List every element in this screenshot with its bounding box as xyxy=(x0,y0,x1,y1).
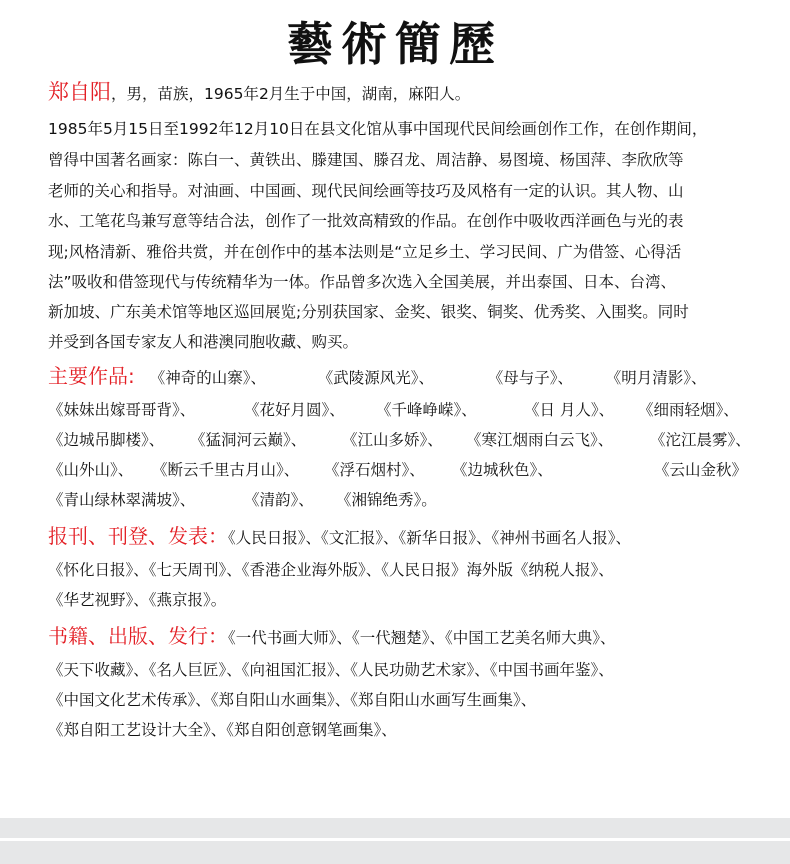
bio-line: 1985年5月15日至1992年12月10日在县文化馆从事中国现代民间绘画创作工作，在创作期间， xyxy=(48,120,708,138)
work-title: 《武陵源风光》、 xyxy=(317,369,434,387)
works-row xyxy=(48,360,706,389)
works-row xyxy=(48,488,437,510)
bio-line: 曾得中国著名画家：陈白一、黄铁出、滕建国、滕召龙、周洁静、易图境、杨国萍、李欣欣等 xyxy=(48,151,684,169)
work-title: 《断云千里古月山》、 xyxy=(152,461,300,479)
press-row: 《怀化日报》、《七天周刊》、《香港企业海外版》、《人民日报》海外版《纳税人报》、 xyxy=(48,561,614,579)
work-title: 《浮石烟村》、 xyxy=(324,461,425,479)
books-row: 《中国文化艺术传承》、《郑自阳山水画集》、《郑自阳山水画写生画集》、 xyxy=(48,691,537,709)
work-title: 《云山金秋》 xyxy=(654,461,748,479)
page-title: 藝術簡歷 xyxy=(287,17,503,71)
footer-band xyxy=(0,818,790,864)
footer-divider xyxy=(0,838,790,841)
works-row xyxy=(48,398,739,420)
work-title: 《山外山》、 xyxy=(48,461,134,479)
work-title: 《千峰峥嵘》、 xyxy=(376,401,477,419)
bio-line: 新加坡、广东美术馆等地区巡回展览;分别获国家、金奖、银奖、铜奖、优秀奖、入围奖。同时 xyxy=(48,303,689,321)
work-title: 《沱江晨雾》、 xyxy=(650,431,751,449)
work-title: 《细雨轻烟》、 xyxy=(638,401,739,419)
work-title: 《神奇的山寨》、 xyxy=(149,369,266,387)
intro-text: ，男，苗族，1965年2月生于中国，湖南，麻阳人。 xyxy=(111,85,471,103)
work-title: 《母与子》、 xyxy=(487,369,573,387)
books-list: 《一代书画大师》、《一代翘楚》、《中国工艺美名师大典》、 xyxy=(228,629,616,647)
press-row xyxy=(48,520,631,549)
bio-line: 现;风格清新、雅俗共赏，并在创作中的基本法则是“立足乡土、学习民间、广为借签、心得活 xyxy=(48,243,682,261)
work-title: 《猛洞河云巅》、 xyxy=(190,431,307,449)
work-title: 《寒江烟雨白云飞》、 xyxy=(466,431,614,449)
work-title: 《江山多娇》、 xyxy=(342,431,443,449)
books-row xyxy=(48,620,616,649)
work-title: 《边城秋色》、 xyxy=(452,461,553,479)
intro-line xyxy=(48,76,470,106)
works-label: 主要作品: xyxy=(48,364,135,388)
works-row xyxy=(48,458,747,480)
press-list: 《人民日报》、《文汇报》、《新华日报》、《神州书画名人报》、 xyxy=(228,529,632,547)
press-label: 报刊、刊登、发表： xyxy=(48,524,228,548)
work-title: 《妹妹出嫁哥哥背》、 xyxy=(48,401,196,419)
books-row: 《郑自阳工艺设计大全》、《郑自阳创意钢笔画集》、 xyxy=(48,721,397,739)
works-row xyxy=(48,428,751,450)
work-title: 《边城吊脚楼》、 xyxy=(48,431,165,449)
work-title: 《青山绿林翠满坡》、 xyxy=(48,491,196,509)
bio-line: 并受到各国专家友人和港澳同胞收藏、购买。 xyxy=(48,333,359,351)
press-row: 《华艺视野》、《燕京报》。 xyxy=(48,591,227,609)
bio-line: 老师的关心和指导。对油画、中国画、现代民间绘画等技巧及风格有一定的认识。其人物、山 xyxy=(48,182,684,200)
books-row: 《天下收藏》、《名人巨匠》、《向祖国汇报》、《人民功勋艺术家》、《中国书画年鉴》、 xyxy=(48,661,614,679)
bio-line: 水、工笔花鸟兼写意等结合法，创作了一批效高精致的作品。在创作中吸收西洋画色与光的表 xyxy=(48,212,684,230)
work-title: 《湘锦绝秀》。 xyxy=(336,491,437,509)
work-title: 《日 月人》、 xyxy=(524,401,615,419)
books-label: 书籍、出版、发行： xyxy=(48,624,228,648)
work-title: 《花好月圆》、 xyxy=(244,401,345,419)
work-title: 《明月清影》、 xyxy=(605,369,707,387)
artist-name: 郑自阳 xyxy=(48,80,111,104)
work-title: 《清韵》、 xyxy=(244,491,314,509)
bio-line: 法”吸收和借签现代与传统精华为一体。作品曾多次选入全国美展，并出泰国、日本、台湾、 xyxy=(48,273,677,291)
